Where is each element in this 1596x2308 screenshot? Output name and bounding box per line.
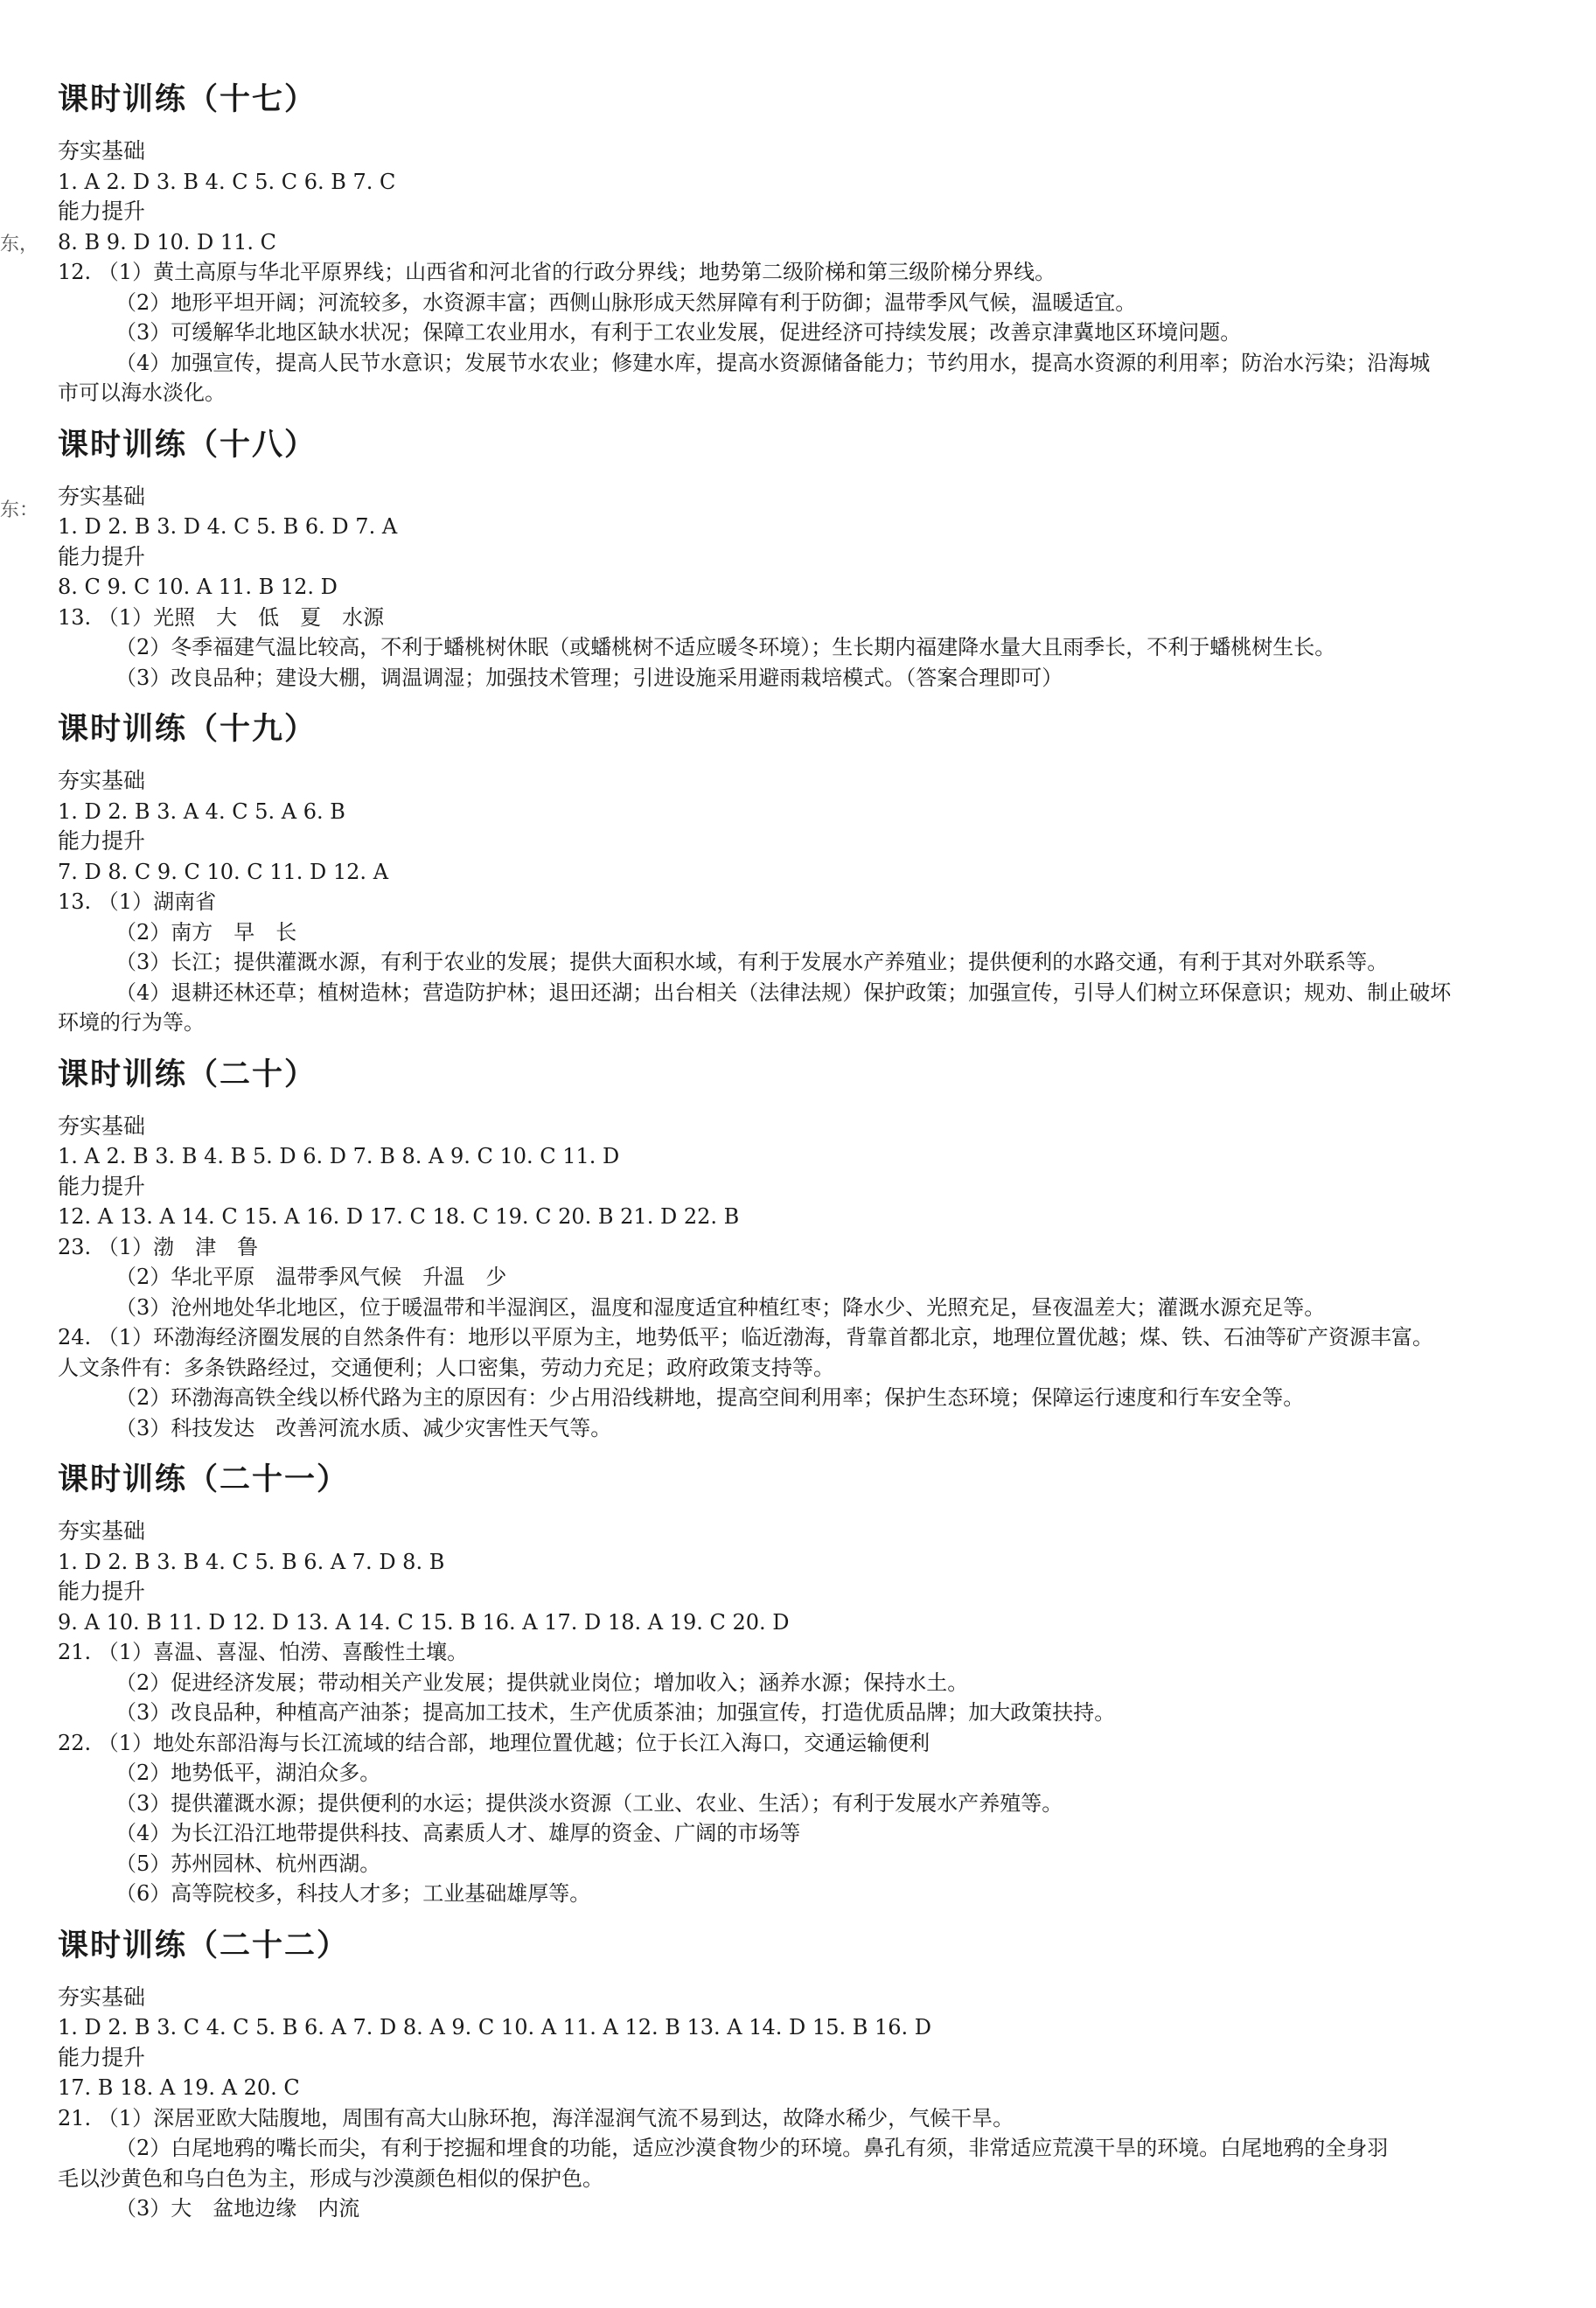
- lesson-section: [58, 1050, 1571, 1444]
- lesson-section: [58, 75, 1571, 408]
- answer-line: （4）加强宣传，提高人民节水意识；发展节水农业；修建水库，提高水资源储备能力；节约用水，提高水资源的利用率；防治水污染；沿海城: [115, 350, 1431, 375]
- answer-line: （2）地形平坦开阔；河流较多，水资源丰富；西侧山脉形成天然屏障有利于防御；温带季风气候，温暖适宜。: [115, 289, 1137, 315]
- answer-line: 9. A 10. B 11. D 12. D 13. A 14. C 15. B 16. A 17. D 18. A 19. C 20. D: [58, 1609, 790, 1635]
- section-title: 课时训练（十七）: [58, 82, 317, 117]
- answer-line: 7. D 8. C 9. C 10. C 11. D 12. A: [58, 859, 389, 884]
- answer-line: 8. C 9. C 10. A 11. B 12. D: [58, 575, 338, 599]
- answer-line: 21. （1）喜温、喜湿、怕涝、喜酸性土壤。: [58, 1640, 469, 1664]
- answer-line: （3）长江；提供灌溉水源，有利于农业的发展；提供大面积水域，有利于发展水产养殖业；提供便利的水路交通，有利于其对外联系等。: [115, 950, 1389, 974]
- subsection-heading: 能力提升: [58, 543, 146, 569]
- answer-line: 1. D 2. B 3. D 4. C 5. B 6. D 7. A: [58, 514, 398, 539]
- subsection-heading: 夯实基础: [58, 483, 146, 509]
- answer-line: 毛以沙黄色和乌白色为主，形成与沙漠颜色相似的保护色。: [58, 2165, 603, 2191]
- answer-line: 1. D 2. B 3. C 4. C 5. B 6. A 7. D 8. A 9. C 10. A 11. A 12. B 13. A 14. D 15. B 16. D: [58, 2015, 932, 2040]
- lesson-section: [58, 1921, 1571, 2224]
- subsection-heading: 夯实基础: [58, 1112, 146, 1139]
- answer-line: 1. A 2. B 3. B 4. B 5. D 6. D 7. B 8. A 9. C 10. C 11. D: [58, 1144, 620, 1168]
- section-title: 课时训练（二十一）: [58, 1462, 350, 1497]
- margin-mark-1: 东，: [0, 234, 39, 255]
- subsection-heading: 夯实基础: [58, 1984, 146, 2010]
- answer-line: 市可以海水淡化。: [58, 380, 226, 405]
- answer-line: （3）改良品种，种植高产油茶；提高加工技术，生产优质茶油；加强宣传，打造优质品牌；加大政策扶持。: [115, 1700, 1116, 1725]
- section-title: 课时训练（十八）: [58, 427, 317, 463]
- answer-line: （4）为长江沿江地带提供科技、高素质人才、雄厚的资金、广阔的市场等: [115, 1821, 801, 1845]
- subsection-heading: 能力提升: [58, 828, 146, 854]
- answer-line: （3）提供灌溉水源；提供便利的水运；提供淡水资源（工业、农业、生活）；有利于发展水产养殖等。: [115, 1790, 1063, 1816]
- subsection-heading: 夯实基础: [58, 138, 146, 164]
- subsection-heading: 夯实基础: [58, 1518, 146, 1544]
- section-title: 课时训练（二十二）: [58, 1928, 350, 1963]
- answer-line: （2）华北平原 温带季风气候 升温 少: [115, 1265, 507, 1289]
- answer-line: （5）苏州园林、杭州西湖。: [115, 1851, 381, 1876]
- answer-page: [58, 75, 1571, 2236]
- section-title: 课时训练（二十）: [58, 1056, 317, 1092]
- answer-line: （6）高等院校多，科技人才多；工业基础雄厚等。: [115, 1881, 591, 1906]
- answer-line: （2）冬季福建气温比较高，不利于蟠桃树休眠（或蟠桃树不适应暖冬环境）；生长期内福建降水量大且雨季长，不利于蟠桃树生长。: [115, 635, 1336, 659]
- answer-line: 1. D 2. B 3. B 4. C 5. B 6. A 7. D 8. B: [58, 1549, 445, 1574]
- answer-line: 17. B 18. A 19. A 20. C: [58, 2075, 300, 2100]
- answer-line: 24. （1）环渤海经济圈发展的自然条件有：地形以平原为主，地势低平；临近渤海，背靠首都北京，地理位置优越；煤、铁、石油等矿产资源丰富。: [58, 1325, 1434, 1349]
- answer-line: 12. （1）黄土高原与华北平原界线；山西省和河北省的行政分界线；地势第二级阶梯和第三级阶梯分界线。: [58, 260, 1056, 284]
- answer-line: （2）促进经济发展；带动相关产业发展；提供就业岗位；增加收入；涵养水源；保持水土。: [115, 1670, 969, 1695]
- answer-line: 22. （1）地处东部沿海与长江流域的结合部，地理位置优越；位于长江入海口，交通运输便利: [58, 1730, 930, 1755]
- answer-line: 21. （1）深居亚欧大陆腹地，周围有高大山脉环抱，海洋湿润气流不易到达，故降水稀少，气候干旱。: [58, 2105, 1014, 2130]
- lesson-section: [58, 705, 1571, 1038]
- answer-line: 1. A 2. D 3. B 4. C 5. C 6. B 7. C: [58, 169, 396, 194]
- answer-line: （3）大 盆地边缘 内流: [115, 2196, 360, 2221]
- answer-line: 人文条件有：多条铁路经过，交通便利；人口密集，劳动力充足；政府政策支持等。: [58, 1355, 834, 1380]
- answer-line: （2）白尾地鸦的嘴长而尖，有利于挖掘和埋食的功能，适应沙漠食物少的环境。鼻孔有须，非常适应荒漠干旱的环境。白尾地鸦的全身羽: [115, 2136, 1389, 2160]
- answer-line: （3）科技发达 改善河流水质、减少灾害性天气等。: [115, 1415, 612, 1440]
- subsection-heading: 能力提升: [58, 1579, 146, 1604]
- answer-line: （3）改良品种；建设大棚，调温调湿；加强技术管理；引进设施采用避雨栽培模式。（答案合理即可）: [115, 665, 1063, 690]
- answer-line: （4）退耕还林还草；植树造林；营造防护林；退田还湖；出台相关（法律法规）保护政策；加强宣传，引导人们树立环保意识；规劝、制止破坏: [115, 980, 1452, 1005]
- margin-mark-2: 东：: [0, 499, 39, 521]
- answer-line: 13. （1）湖南省: [58, 889, 217, 914]
- answer-line: 环境的行为等。: [58, 1010, 205, 1035]
- answer-line: （2）南方 早 长: [115, 919, 297, 945]
- lesson-section: [58, 1455, 1571, 1909]
- subsection-heading: 能力提升: [58, 1173, 146, 1199]
- lesson-section: [58, 421, 1571, 694]
- answer-line: 12. A 13. A 14. C 15. A 16. D 17. C 18. C 19. C 20. B 21. D 22. B: [58, 1204, 740, 1229]
- subsection-heading: 能力提升: [58, 199, 146, 224]
- answer-line: （2）环渤海高铁全线以桥代路为主的原因有：少占用沿线耕地，提高空间利用率；保护生态环境；保障运行速度和行车安全等。: [115, 1385, 1305, 1410]
- answer-line: 13. （1）光照 大 低 夏 水源: [58, 604, 385, 630]
- answer-line: 23. （1）渤 津 鲁: [58, 1234, 259, 1259]
- answer-line: （3）沧州地处华北地区，位于暖温带和半湿润区，温度和湿度适宜种植红枣；降水少、光照充足，昼夜温差大；灌溉水源充足等。: [115, 1294, 1326, 1320]
- answer-line: 1. D 2. B 3. A 4. C 5. A 6. B: [58, 798, 345, 824]
- answer-line: （2）地势低平，湖泊众多。: [115, 1761, 381, 1785]
- subsection-heading: 能力提升: [58, 2044, 146, 2070]
- answer-line: （3）可缓解华北地区缺水状况；保障工农业用水，有利于工农业发展，促进经济可持续发展；改善京津冀地区环境问题。: [115, 320, 1242, 345]
- subsection-heading: 夯实基础: [58, 768, 146, 793]
- answer-line: 8. B 9. D 10. D 11. C: [58, 229, 277, 255]
- section-title: 课时训练（十九）: [58, 712, 317, 747]
